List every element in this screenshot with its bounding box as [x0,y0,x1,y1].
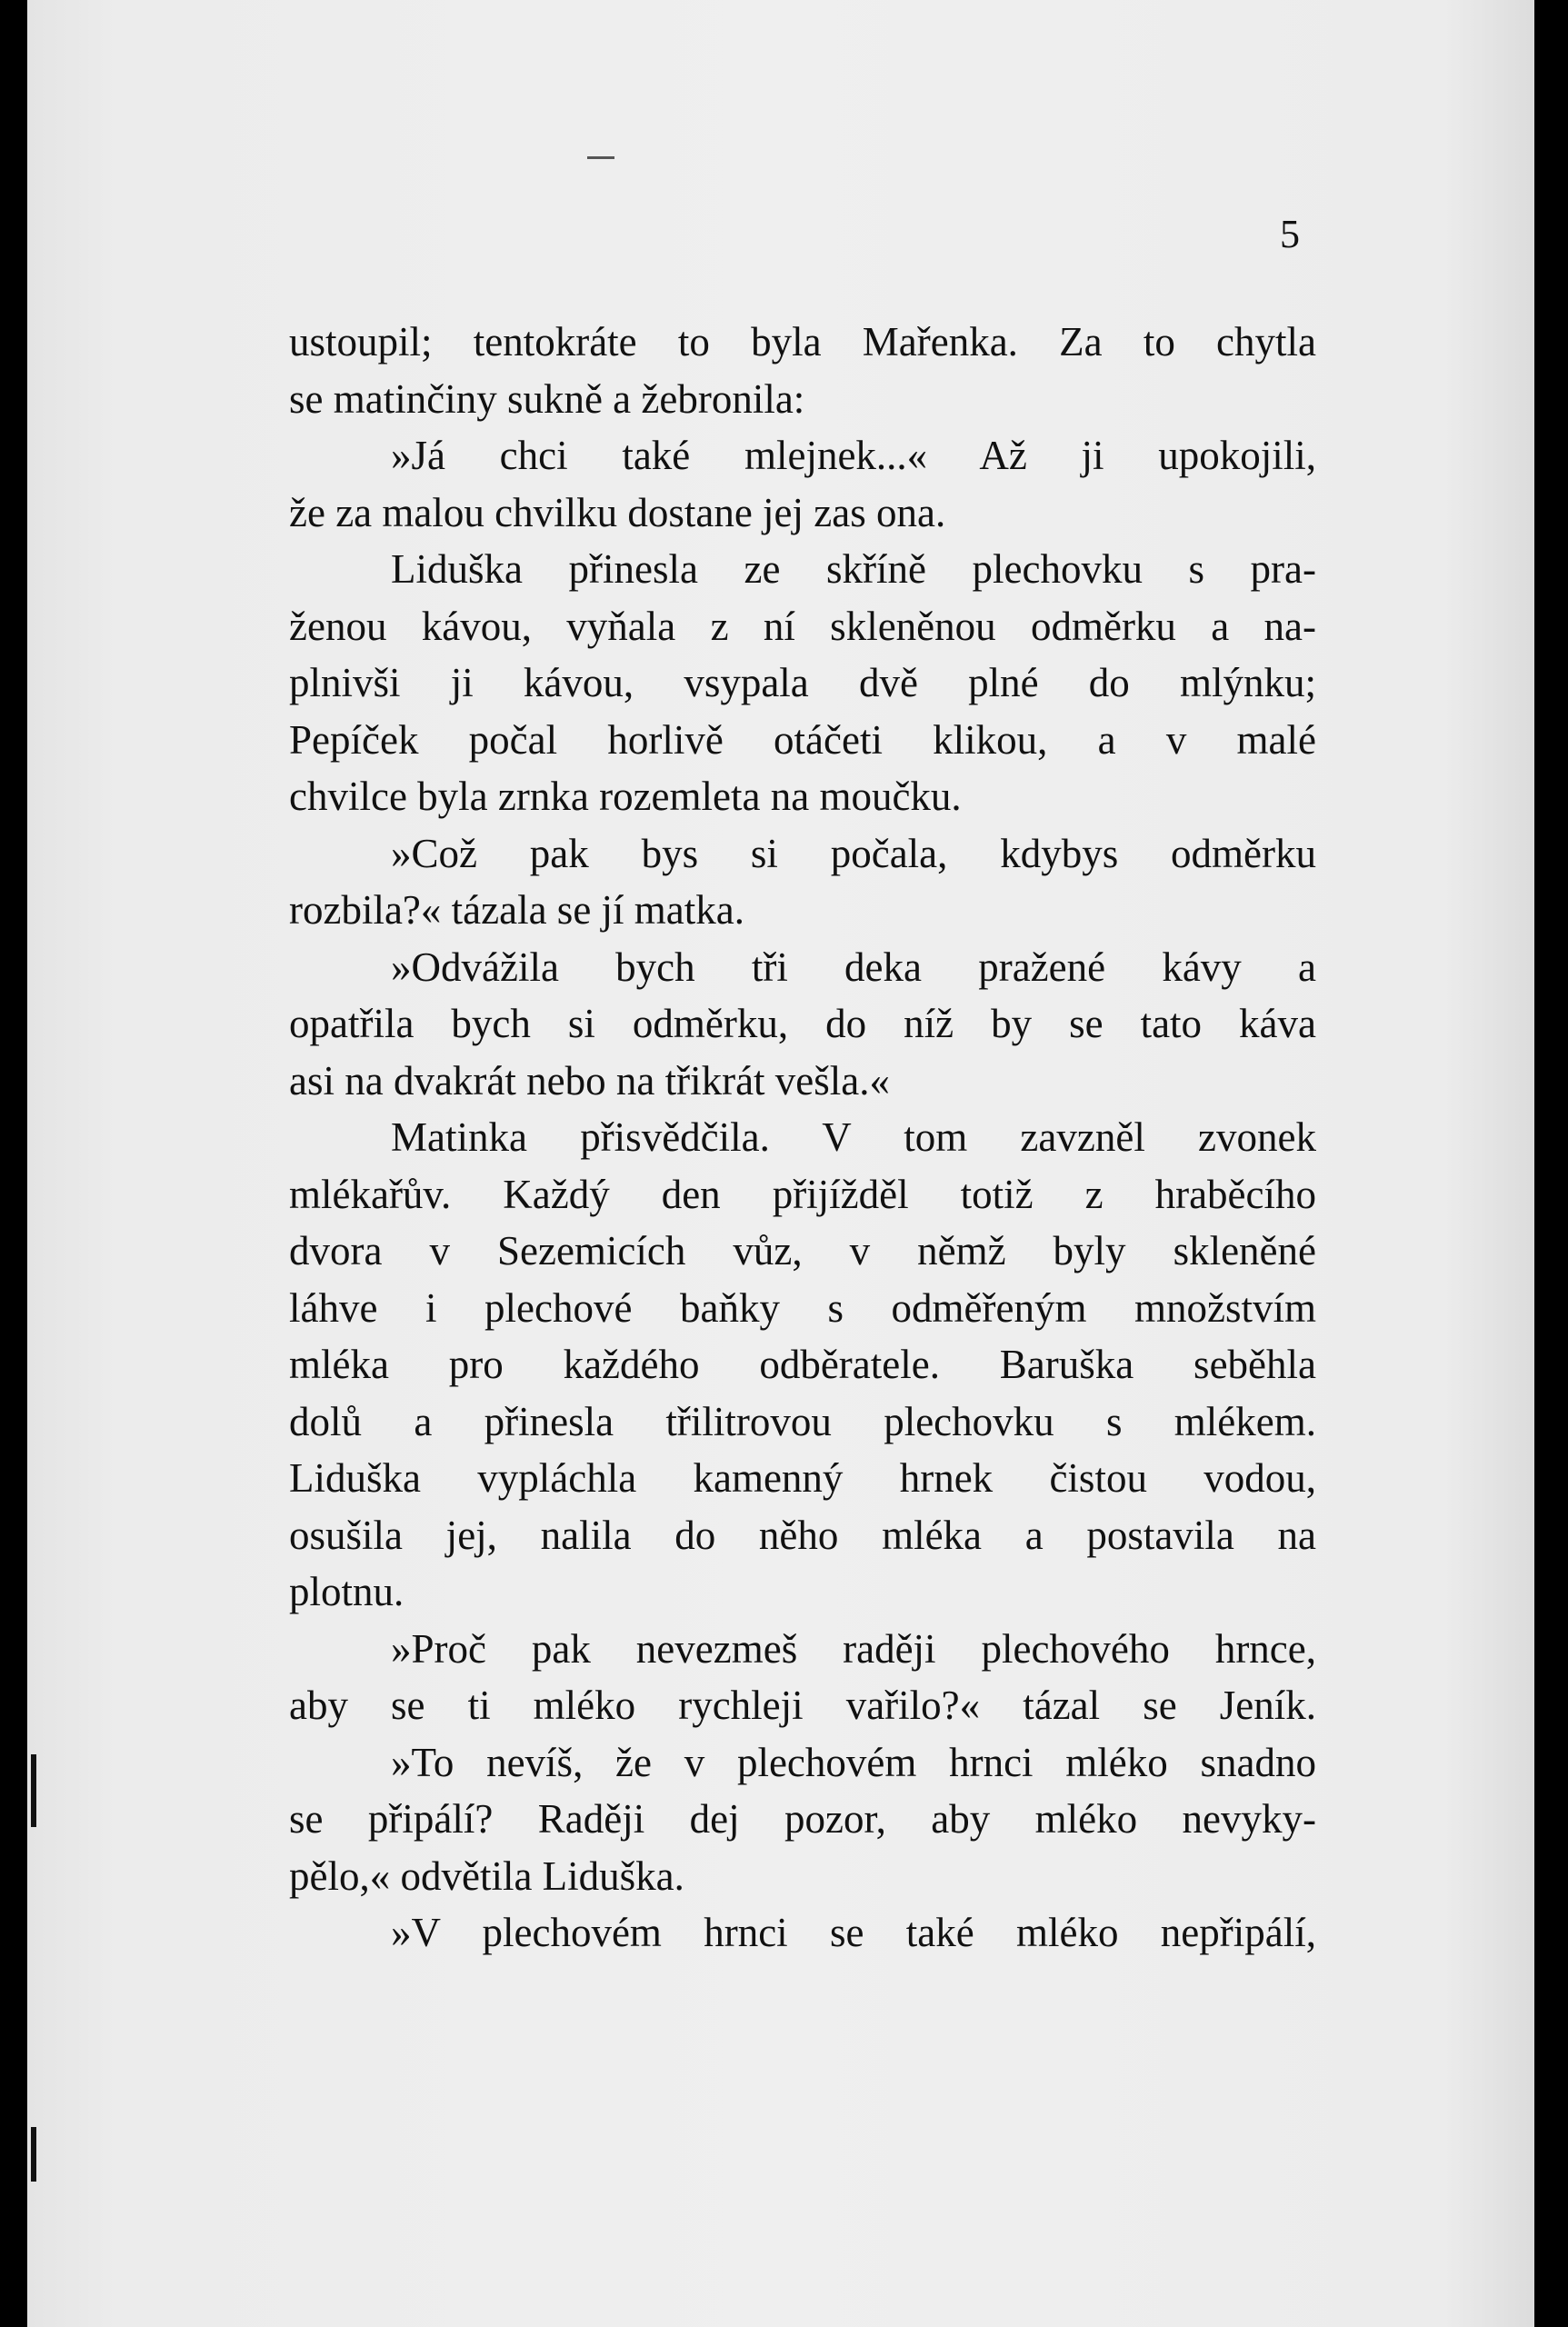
text-line: »Proč pak nevezmeš raději plechového hrnce, [391,1625,1316,1672]
text-line: pělo,« odvětila Liduška. [289,1853,684,1899]
text-line: chvilce byla zrnka rozemleta na moučku. [289,774,962,819]
text-line: »Já chci také mlejnek...« Až ji upokojili, [391,433,1316,478]
text-line: rozbila?« tázala se jí matka. [289,887,744,933]
text-line: dvora v Sezemicích vůz, v němž byly skleněné [289,1228,1316,1273]
text-line: se matinčiny sukně a žebronila: [289,375,805,422]
text-line: mlékařův. Každý den přijížděl totiž z hraběcího [289,1171,1316,1217]
text-line: asi na dvakrát nebo na třikrát vešla.« [289,1057,891,1104]
text-line: »Odvážila bych tři deka pražené kávy a [391,944,1316,990]
text-line: Liduška přinesla ze skříně plechovku s pra- [391,546,1316,592]
text-line: Pepíček počal horlivě otáčeti klikou, a v malé [289,716,1316,763]
book-page [27,0,1534,2327]
text-line: osušila jej, nalila do něho mléka a postavila na [289,1512,1316,1558]
text-line: »V plechovém hrnci se také mléko nepřipálí, [391,1910,1316,1955]
spine-mark [31,2127,36,2182]
text-line: Matinka přisvědčila. V tom zavzněl zvonek [391,1114,1316,1160]
text-line: »To nevíš, že v plechovém hrnci mléko snadno [391,1739,1316,1785]
text-line: »Což pak bys si počala, kdybys odměrku [391,830,1316,876]
body-text [289,314,1316,1962]
text-line: ženou kávou, vyňala z ní skleněnou odměrku a na- [289,603,1316,649]
text-line: opatřila bych si odměrku, do níž by se tato káva [289,1001,1316,1046]
text-line: plotnu. [289,1569,404,1614]
text-line: aby se ti mléko rychleji vařilo?« tázal se Jeník. [289,1683,1316,1728]
text-line: dolů a přinesla třilitrovou plechovku s mlékem. [289,1398,1316,1444]
page-number: 5 [1280,212,1300,256]
text-line: ustoupil; tentokráte to byla Mařenka. Za to chytla [289,319,1316,365]
text-line: že za malou chvilku dostane jej zas ona. [289,489,946,535]
text-line: mléka pro každého odběratele. Baruška seběhla [289,1342,1316,1387]
text-line: plnivši ji kávou, vsypala dvě plné do mlýnku; [289,660,1316,705]
text-line: se připálí? Raději dej pozor, aby mléko nevyky- [289,1796,1316,1842]
spine-mark [31,1754,36,1827]
text-line: Liduška vypláchla kamenný hrnek čistou vodou, [289,1455,1316,1501]
top-dash [587,156,614,159]
text-line: láhve i plechové baňky s odměřeným množstvím [289,1284,1316,1331]
